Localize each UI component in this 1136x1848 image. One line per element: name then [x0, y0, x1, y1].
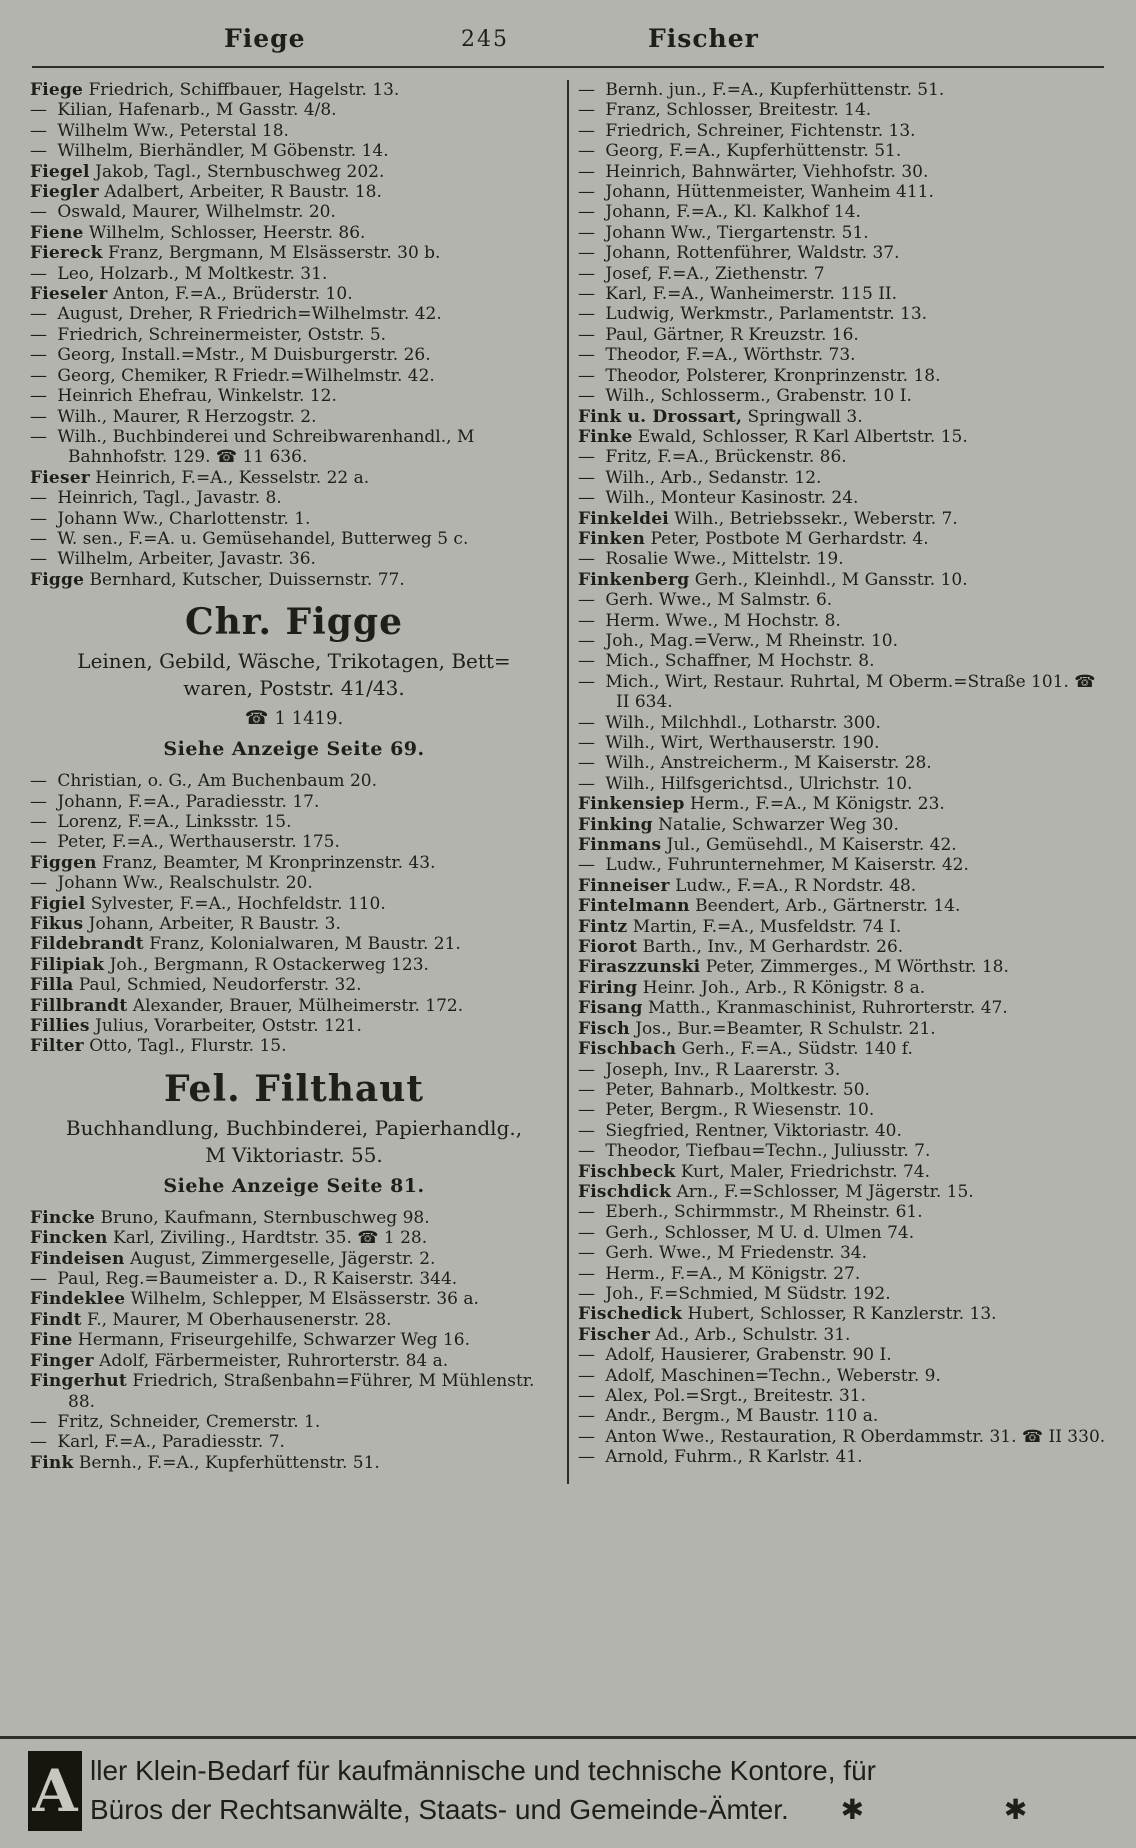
phone-icon: ☎ — [244, 707, 269, 730]
directory-entry: — Oswald, Maurer, Wilhelmstr. 20. — [30, 202, 336, 223]
directory-entry: — Lorenz, F.=A., Linksstr. 15. — [30, 811, 292, 832]
repeat-dash: — — [578, 1222, 595, 1243]
entry-surname: Findeklee — [30, 1289, 126, 1310]
repeat-dash: — — [30, 508, 47, 529]
page-header — [0, 0, 1136, 70]
repeat-dash: — — [578, 161, 595, 182]
repeat-dash: — — [578, 1100, 595, 1121]
directory-entry: Figge Bernhard, Kutscher, Duissernstr. 77. — [30, 569, 405, 590]
entry-surname: Figge — [30, 569, 85, 590]
directory-entry: — Heinrich Ehefrau, Winkelstr. 12. — [30, 386, 337, 407]
ad-see-note: Siehe Anzeige Seite 69. — [163, 738, 425, 761]
directory-entry: Finking Natalie, Schwarzer Weg 30. — [578, 814, 899, 835]
ad-phone: ☎ 1 1419. — [244, 707, 344, 730]
repeat-dash: — — [30, 263, 47, 284]
entry-surname: Firing — [578, 977, 638, 998]
entry-surname: Fingerhut — [30, 1371, 127, 1392]
directory-entry: Filter Otto, Tagl., Flurstr. 15. — [30, 1036, 287, 1057]
directory-entry: Finneiser Ludw., F.=A., R Nordstr. 48. — [578, 875, 917, 896]
directory-entry: — Heinrich, Tagl., Javastr. 8. — [30, 488, 282, 509]
ad-title: Chr. Figge — [184, 601, 404, 644]
directory-entry: — Christian, o. G., Am Buchenbaum 20. — [30, 771, 377, 792]
directory-entry: Findeisen August, Zimmergeselle, Jägerstr. 2. — [30, 1248, 436, 1269]
directory-entry: — Johann Ww., Tiergartenstr. 51. — [578, 222, 869, 243]
repeat-dash: — — [578, 630, 595, 651]
directory-entry: Findt F., Maurer, M Oberhausenerstr. 28. — [30, 1309, 392, 1330]
repeat-dash: — — [30, 873, 47, 894]
directory-entry: — Ludw., Fuhrunternehmer, M Kaiserstr. 42. — [578, 855, 969, 876]
directory-entry: — Gerh. Wwe., M Salmstr. 6. — [578, 590, 833, 611]
entry-surname: Filla — [30, 975, 74, 996]
repeat-dash: — — [578, 549, 595, 570]
directory-entry: Fiege Friedrich, Schiffbauer, Hagelstr. 13. — [30, 80, 400, 100]
directory-entry: Fiorot Barth., Inv., M Gerhardstr. 26. — [578, 937, 904, 958]
entry-surname: Fischdick — [578, 1181, 672, 1202]
directory-entry: Fingerhut Friedrich, Straßenbahn=Führer, M Mühlenstr. 88. — [30, 1371, 535, 1412]
directory-entry: — Karl, F.=A., Wanheimerstr. 115 II. — [578, 284, 898, 305]
entry-surname: Fintelmann — [578, 896, 690, 917]
directory-entry: Finkensiep Herm., F.=A., M Königstr. 23. — [578, 794, 945, 815]
directory-entry: Fildebrandt Franz, Kolonialwaren, M Baustr. 21. — [30, 934, 461, 955]
directory-entry: Filla Paul, Schmied, Neudorferstr. 32. — [30, 975, 362, 996]
repeat-dash: — — [578, 182, 595, 203]
directory-entry: — August, Dreher, R Friedrich=Wilhelmstr. 42. — [30, 304, 442, 325]
header-rule — [32, 66, 1104, 68]
directory-entry: — Joh., Mag.=Verw., M Rheinstr. 10. — [578, 630, 898, 651]
column-right — [578, 80, 1106, 1484]
entry-surname: Fischbeck — [578, 1161, 676, 1182]
repeat-dash: — — [578, 1079, 595, 1100]
entry-surname: Fiegler — [30, 182, 99, 203]
directory-entry: — Wilh., Hilfsgerichtsd., Ulrichstr. 10. — [578, 773, 913, 794]
repeat-dash: — — [578, 855, 595, 876]
directory-entry: Fisang Matth., Kranmaschinist, Ruhrorterstr. 47. — [578, 998, 1008, 1019]
repeat-dash: — — [30, 120, 47, 141]
directory-entry: Fischedick Hubert, Schlosser, R Kanzlerstr. 13. — [578, 1304, 997, 1325]
repeat-dash: — — [578, 304, 595, 325]
banner-line-1: ller Klein-Bedarf für kaufmännische und technische Kontore, für — [90, 1755, 876, 1786]
entry-surname: Finkenberg — [578, 569, 690, 590]
header-guide-left: Fiege — [224, 24, 306, 53]
repeat-dash: — — [30, 386, 47, 407]
repeat-dash: — — [30, 549, 47, 570]
directory-entry: — Johann, F.=A., Paradiesstr. 17. — [30, 791, 320, 812]
entry-surname: Finneiser — [578, 875, 670, 896]
directory-entry: — Mich., Wirt, Restaur. Ruhrtal, M Oberm.=Straße 101. ☎ II 634. — [578, 671, 1096, 713]
directory-entry: Firaszzunski Peter, Zimmerges., M Wörthstr. 18. — [578, 957, 1009, 978]
repeat-dash: — — [30, 141, 47, 162]
entry-surname: Fillies — [30, 1016, 90, 1037]
repeat-dash: — — [30, 365, 47, 386]
repeat-dash: — — [578, 610, 595, 631]
directory-entry: — Wilh., Monteur Kasinostr. 24. — [578, 488, 859, 509]
directory-entry: — Kilian, Hafenarb., M Gasstr. 4/8. — [30, 100, 337, 121]
repeat-dash: — — [578, 733, 595, 753]
ad-body-line: M Viktoriastr. 55. — [205, 1142, 383, 1167]
repeat-dash: — — [578, 1263, 595, 1284]
directory-entry: — Georg, Install.=Mstr., M Duisburgerstr. 26. — [30, 345, 431, 366]
directory-entry: Figiel Sylvester, F.=A., Hochfeldstr. 110. — [30, 893, 386, 914]
repeat-dash: — — [578, 590, 595, 611]
directory-entry: — Mich., Schaffner, M Hochstr. 8. — [578, 651, 875, 672]
repeat-dash: — — [578, 1426, 595, 1447]
directory-entry: — Anton Wwe., Restauration, R Oberdammstr. 31. ☎ II 330. — [578, 1426, 1106, 1447]
directory-content — [30, 80, 1106, 1484]
repeat-dash: — — [578, 202, 595, 223]
directory-entry: — Alex, Pol.=Srgt., Breitestr. 31. — [578, 1386, 867, 1406]
entry-surname: Fintz — [578, 916, 628, 937]
entry-surname: Finke — [578, 426, 633, 447]
repeat-dash: — — [578, 1365, 595, 1386]
entry-surname: Fincke — [30, 1207, 96, 1228]
directory-entry: Fintz Martin, F.=A., Musfeldstr. 74 I. — [578, 916, 902, 937]
repeat-dash: — — [578, 100, 595, 121]
directory-entry: — Andr., Bergm., M Baustr. 110 a. — [578, 1406, 879, 1427]
repeat-dash: — — [578, 243, 595, 264]
directory-entry: — Bernh. jun., F.=A., Kupferhüttenstr. 51. — [578, 80, 945, 100]
directory-entry: Fillbrandt Alexander, Brauer, Mülheimerstr. 172. — [30, 995, 464, 1016]
entry-surname: Fieser — [30, 467, 90, 488]
directory-entry: — Siegfried, Rentner, Viktoriastr. 40. — [578, 1120, 902, 1141]
entry-surname: Findeisen — [30, 1248, 125, 1269]
entry-surname: Fisch — [578, 1018, 630, 1039]
directory-entry: Fischer Ad., Arb., Schulstr. 31. — [578, 1324, 851, 1345]
directory-entry: — Adolf, Maschinen=Techn., Weberstr. 9. — [578, 1365, 941, 1386]
repeat-dash: — — [578, 753, 595, 774]
directory-entry: — Paul, Gärtner, R Kreuzstr. 16. — [578, 324, 859, 345]
repeat-dash: — — [578, 1059, 595, 1080]
directory-entry: — Johann, Rottenführer, Waldstr. 37. — [578, 243, 900, 264]
entry-surname: Finkensiep — [578, 794, 685, 815]
repeat-dash: — — [30, 832, 47, 853]
repeat-dash: — — [30, 202, 47, 223]
repeat-dash: — — [578, 1120, 595, 1141]
directory-entry: Fillies Julius, Vorarbeiter, Oststr. 121. — [30, 1016, 362, 1037]
column-left — [30, 80, 558, 1484]
directory-entry: — Ludwig, Werkmstr., Parlamentstr. 13. — [578, 304, 928, 325]
repeat-dash: — — [578, 1345, 595, 1366]
directory-entry: — Wilh., Anstreicherm., M Kaiserstr. 28. — [578, 753, 932, 774]
repeat-dash: — — [30, 100, 47, 121]
repeat-dash: — — [30, 406, 47, 427]
entry-surname: Fiene — [30, 222, 84, 243]
directory-entry: — Wilh., Arb., Sedanstr. 12. — [578, 467, 822, 488]
directory-entry: — Gerh. Wwe., M Friedenstr. 34. — [578, 1243, 868, 1264]
page-number: 245 — [461, 27, 509, 52]
banner-dropcap-initial: A — [28, 1751, 82, 1831]
directory-entry: Fischbeck Kurt, Maler, Friedrichstr. 74. — [578, 1161, 930, 1182]
directory-entry: Fieseler Anton, F.=A., Brüderstr. 10. — [30, 284, 353, 305]
repeat-dash: — — [30, 1269, 47, 1290]
directory-entry: — Fritz, Schneider, Cremerstr. 1. — [30, 1411, 321, 1432]
directory-entry: Finmans Jul., Gemüsehdl., M Kaiserstr. 42. — [578, 835, 957, 856]
repeat-dash: — — [578, 263, 595, 284]
directory-entry: Fintelmann Beendert, Arb., Gärtnerstr. 14. — [578, 896, 961, 917]
directory-entry: — Heinrich, Bahnwärter, Viehhofstr. 30. — [578, 161, 929, 182]
directory-entry: — Georg, F.=A., Kupferhüttenstr. 51. — [578, 141, 902, 162]
repeat-dash: — — [578, 80, 595, 100]
entry-surname: Fine — [30, 1330, 73, 1351]
directory-entry: — Johann Ww., Charlottenstr. 1. — [30, 508, 311, 529]
directory-entry: — Fritz, F.=A., Brückenstr. 86. — [578, 447, 847, 468]
entry-surname: Fieseler — [30, 284, 108, 305]
directory-entry: — W. sen., F.=A. u. Gemüsehandel, Butterweg 5 c. — [30, 528, 469, 549]
directory-entry: Fine Hermann, Friseurgehilfe, Schwarzer Weg 16. — [30, 1330, 470, 1351]
entry-surname: Fink u. Drossart, — [578, 406, 743, 427]
directory-entry: — Johann Ww., Realschulstr. 20. — [30, 873, 313, 894]
directory-entry: Finken Peter, Postbote M Gerhardstr. 4. — [578, 528, 929, 549]
directory-entry: Fink u. Drossart, Springwall 3. — [578, 406, 863, 427]
directory-entry: Fiegler Adalbert, Arbeiter, R Baustr. 18. — [30, 182, 382, 203]
repeat-dash: — — [578, 386, 595, 407]
entry-surname: Fiege — [30, 80, 84, 100]
repeat-dash: — — [578, 141, 595, 162]
repeat-dash: — — [578, 1447, 595, 1468]
repeat-dash: — — [30, 771, 47, 792]
repeat-dash: — — [578, 120, 595, 141]
directory-entry: — Joseph, Inv., R Laarerstr. 3. — [578, 1059, 841, 1080]
repeat-dash: — — [578, 1243, 595, 1264]
entry-surname: Finking — [578, 814, 653, 835]
advertisement — [30, 590, 558, 771]
directory-entry: Fiereck Franz, Bergmann, M Elsässerstr. 30 b. — [30, 243, 441, 264]
entry-surname: Fiorot — [578, 937, 638, 958]
directory-entry: Fiene Wilhelm, Schlosser, Heerstr. 86. — [30, 222, 366, 243]
entry-surname: Fink — [30, 1452, 74, 1473]
directory-entry: Fiegel Jakob, Tagl., Sternbuschweg 202. — [30, 161, 385, 182]
ad-body-line: Buchhandlung, Buchbinderei, Papierhandlg., — [65, 1115, 523, 1140]
entry-surname: Fiegel — [30, 161, 90, 182]
directory-entry: Figgen Franz, Beamter, M Kronprinzenstr. 43. — [30, 852, 436, 873]
directory-entry: — Joh., F.=Schmied, M Südstr. 192. — [578, 1283, 891, 1304]
directory-entry: Findeklee Wilhelm, Schlepper, M Elsässerstr. 36 a. — [30, 1289, 479, 1310]
entry-surname: Fikus — [30, 914, 84, 934]
entry-surname: Fiereck — [30, 243, 103, 264]
directory-entry: — Franz, Schlosser, Breitestr. 14. — [578, 100, 872, 121]
column-divider — [567, 80, 569, 1484]
directory-entry: — Adolf, Hausierer, Grabenstr. 90 I. — [578, 1345, 892, 1366]
repeat-dash: — — [578, 1386, 595, 1406]
repeat-dash: — — [578, 345, 595, 366]
banner-line-2 — [90, 1790, 1071, 1829]
directory-entry: — Leo, Holzarb., M Moltkestr. 31. — [30, 263, 328, 284]
entry-surname: Filter — [30, 1036, 84, 1057]
directory-entry: Fincke Bruno, Kaufmann, Sternbuschweg 98. — [30, 1207, 430, 1228]
directory-entry: — Wilh., Maurer, R Herzogstr. 2. — [30, 406, 317, 427]
repeat-dash: — — [578, 447, 595, 468]
directory-entry: Fisch Jos., Bur.=Beamter, R Schulstr. 21. — [578, 1018, 936, 1039]
ad-see-note: Siehe Anzeige Seite 81. — [163, 1174, 425, 1197]
repeat-dash: — — [30, 324, 47, 345]
directory-entry: Finger Adolf, Färbermeister, Ruhrorterstr. 84 a. — [30, 1350, 449, 1371]
repeat-dash: — — [578, 365, 595, 386]
directory-entry: — Wilh., Milchhdl., Lotharstr. 300. — [578, 712, 881, 733]
entry-surname: Findt — [30, 1309, 82, 1330]
directory-entry: Finke Ewald, Schlosser, R Karl Albertstr. 15. — [578, 426, 968, 447]
directory-entry: — Herm., F.=A., M Königstr. 27. — [578, 1263, 861, 1284]
directory-entry: Fincken Karl, Ziviling., Hardtstr. 35. ☎ 1 28. — [30, 1228, 428, 1249]
repeat-dash: — — [578, 467, 595, 488]
entry-surname: Fischedick — [578, 1304, 683, 1325]
repeat-dash: — — [30, 488, 47, 509]
repeat-dash: — — [578, 773, 595, 794]
footer-ad-banner — [0, 1736, 1136, 1848]
directory-entry: — Wilhelm, Bierhändler, M Göbenstr. 14. — [30, 141, 389, 162]
directory-entry: — Wilh., Schlosserm., Grabenstr. 10 I. — [578, 386, 912, 407]
repeat-dash: — — [30, 811, 47, 832]
directory-entry: — Josef, F.=A., Ziethenstr. 7 — [578, 263, 825, 284]
banner-text — [90, 1751, 1071, 1829]
repeat-dash: — — [578, 284, 595, 305]
banner-stars: ✱ ✱ — [840, 1794, 1072, 1825]
directory-entry: — Wilhelm, Arbeiter, Javastr. 36. — [30, 549, 316, 570]
directory-entry: — Rosalie Wwe., Mittelstr. 19. — [578, 549, 844, 570]
repeat-dash: — — [30, 1411, 47, 1432]
repeat-dash: — — [578, 488, 595, 509]
directory-entry: — Wilh., Buchbinderei und Schreibwarenhandl., M Bahnhofstr. 129. ☎ 11 636. — [30, 426, 475, 468]
directory-entry: — Paul, Reg.=Baumeister a. D., R Kaiserstr. 344. — [30, 1269, 458, 1290]
repeat-dash: — — [30, 345, 47, 366]
repeat-dash: — — [578, 1202, 595, 1223]
entry-surname: Figiel — [30, 893, 86, 914]
directory-entry: — Wilhelm Ww., Peterstal 18. — [30, 120, 289, 141]
directory-entry: — Theodor, Polsterer, Kronprinzenstr. 18. — [578, 365, 941, 386]
banner-line-2-text: Büros der Rechtsanwälte, Staats- und Gemeinde-Ämter. — [90, 1794, 789, 1825]
entry-surname: Figgen — [30, 852, 97, 873]
directory-entry: Fink Bernh., F.=A., Kupferhüttenstr. 51. — [30, 1452, 380, 1473]
repeat-dash: — — [578, 1283, 595, 1304]
entry-surname: Fincken — [30, 1228, 108, 1249]
directory-entry: — Peter, Bahnarb., Moltkestr. 50. — [578, 1079, 870, 1100]
directory-entry: — Gerh., Schlosser, M U. d. Ulmen 74. — [578, 1222, 915, 1243]
entry-surname: Firaszzunski — [578, 957, 701, 978]
directory-entry: — Theodor, Tiefbau=Techn., Juliusstr. 7. — [578, 1141, 931, 1162]
entry-surname: Fischbach — [578, 1039, 677, 1060]
repeat-dash: — — [30, 1432, 47, 1453]
entry-surname: Finken — [578, 528, 646, 549]
directory-entry: Fischdick Arn., F.=Schlosser, M Jägerstr. 15. — [578, 1181, 974, 1202]
entry-surname: Finmans — [578, 835, 662, 856]
entry-surname: Finkeldei — [578, 508, 669, 529]
entry-surname: Fisang — [578, 998, 643, 1019]
entry-surname: Fillbrandt — [30, 995, 128, 1016]
entry-surname: Fildebrandt — [30, 934, 144, 955]
repeat-dash: — — [578, 712, 595, 733]
repeat-dash: — — [578, 1406, 595, 1427]
directory-entry: — Theodor, F.=A., Wörthstr. 73. — [578, 345, 856, 366]
repeat-dash: — — [578, 324, 595, 345]
directory-entry: — Peter, F.=A., Werthauserstr. 175. — [30, 832, 340, 853]
directory-entry: Filipiak Joh., Bergmann, R Ostackerweg 123. — [30, 954, 429, 975]
repeat-dash: — — [30, 528, 47, 549]
directory-entry: — Karl, F.=A., Paradiesstr. 7. — [30, 1432, 285, 1453]
repeat-dash: — — [578, 671, 595, 692]
directory-entry: Finkenberg Gerh., Kleinhdl., M Gansstr. 10. — [578, 569, 968, 590]
entry-surname: Filipiak — [30, 954, 105, 975]
directory-entry: — Johann, Hüttenmeister, Wanheim 411. — [578, 182, 934, 203]
directory-entry: — Georg, Chemiker, R Friedr.=Wilhelmstr. 42. — [30, 365, 435, 386]
repeat-dash: — — [578, 651, 595, 672]
repeat-dash: — — [30, 304, 47, 325]
advertisement — [30, 1057, 558, 1208]
directory-entry: — Wilh., Wirt, Werthauserstr. 190. — [578, 733, 880, 753]
directory-entry: — Johann, F.=A., Kl. Kalkhof 14. — [578, 202, 861, 223]
directory-entry: — Friedrich, Schreinermeister, Oststr. 5. — [30, 324, 387, 345]
directory-entry: — Peter, Bergm., R Wiesenstr. 10. — [578, 1100, 875, 1121]
ad-body-line: Leinen, Gebild, Wäsche, Trikotagen, Bett= — [77, 649, 511, 674]
ad-body-line: waren, Poststr. 41/43. — [183, 676, 405, 701]
directory-entry: Fieser Heinrich, F.=A., Kesselstr. 22 a. — [30, 467, 370, 488]
repeat-dash: — — [578, 222, 595, 243]
repeat-dash: — — [30, 791, 47, 812]
directory-entry: — Friedrich, Schreiner, Fichtenstr. 13. — [578, 120, 916, 141]
directory-entry: Fikus Johann, Arbeiter, R Baustr. 3. — [30, 914, 341, 934]
directory-entry: Finkeldei Wilh., Betriebssekr., Weberstr. 7. — [578, 508, 958, 529]
entry-surname: Fischer — [578, 1324, 650, 1345]
ad-title: Fel. Filthaut — [163, 1067, 425, 1110]
repeat-dash: — — [30, 426, 47, 447]
directory-entry: Fischbach Gerh., F.=A., Südstr. 140 f. — [578, 1039, 913, 1060]
directory-entry: — Arnold, Fuhrm., R Karlstr. 41. — [578, 1447, 863, 1468]
entry-surname: Finger — [30, 1350, 94, 1371]
directory-entry: — Herm. Wwe., M Hochstr. 8. — [578, 610, 841, 631]
directory-entry: Firing Heinr. Joh., Arb., R Königstr. 8 a. — [578, 977, 926, 998]
repeat-dash: — — [578, 1141, 595, 1162]
directory-entry: — Eberh., Schirmmstr., M Rheinstr. 61. — [578, 1202, 923, 1223]
header-guide-right: Fischer — [648, 24, 759, 53]
